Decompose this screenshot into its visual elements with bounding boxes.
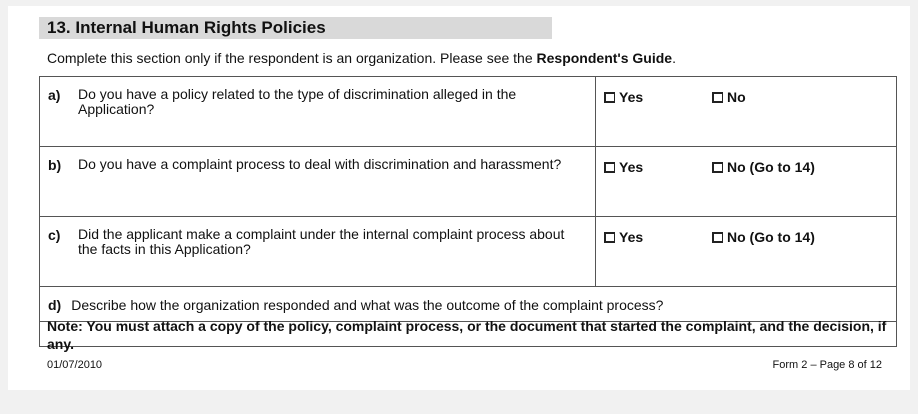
intro-text: Complete this section only if the respondent is an organization. Please see the bbox=[47, 50, 537, 66]
question-text: Do you have a complaint process to deal with discrimination and harassment? bbox=[78, 156, 562, 172]
question-text: Did the applicant make a complaint under the internal complaint process about the facts in this Application? bbox=[78, 226, 565, 257]
checkbox-icon[interactable] bbox=[604, 232, 615, 243]
checkbox-icon[interactable] bbox=[712, 232, 723, 243]
checkbox-label: Yes bbox=[619, 229, 644, 245]
question-letter: d) bbox=[48, 297, 62, 313]
question-letter: a) bbox=[48, 87, 61, 103]
question-d bbox=[40, 287, 896, 313]
question-letter: b) bbox=[48, 157, 62, 173]
question-text: Do you have a policy related to the type of discrimination alleged in the Application? bbox=[78, 86, 517, 117]
form-page bbox=[8, 6, 910, 390]
form-date: 01/07/2010 bbox=[47, 359, 103, 371]
checkbox-c-no[interactable] bbox=[712, 229, 815, 245]
checkbox-icon[interactable] bbox=[604, 92, 615, 103]
intro-period: . bbox=[672, 50, 676, 66]
respondents-guide-reference: Respondent's Guide bbox=[536, 50, 673, 66]
section-title: 13. Internal Human Rights Policies bbox=[39, 17, 552, 39]
checkbox-a-yes[interactable] bbox=[596, 89, 712, 105]
question-row-a bbox=[40, 77, 897, 147]
checkbox-a-no[interactable] bbox=[712, 89, 746, 105]
checkbox-label: Yes bbox=[619, 89, 644, 105]
question-row-c bbox=[40, 217, 897, 287]
question-row-b bbox=[40, 147, 897, 217]
checkbox-label: No (Go to 14) bbox=[727, 229, 815, 245]
section-intro bbox=[47, 49, 676, 67]
checkbox-label: No bbox=[727, 89, 746, 105]
checkbox-label: No (Go to 14) bbox=[727, 159, 815, 175]
question-letter: c) bbox=[48, 227, 61, 243]
checkbox-icon[interactable] bbox=[712, 162, 723, 173]
checkbox-b-yes[interactable] bbox=[596, 159, 712, 175]
checkbox-c-yes[interactable] bbox=[596, 229, 712, 245]
checkbox-label: Yes bbox=[619, 159, 644, 175]
attachment-note: Note: You must attach a copy of the policy, complaint process, or the document that started the complaint, and the decision, if any. bbox=[47, 318, 887, 352]
page-number: Form 2 – Page 8 of 12 bbox=[772, 359, 882, 371]
checkbox-b-no[interactable] bbox=[712, 159, 815, 175]
questions-table bbox=[39, 76, 897, 347]
checkbox-icon[interactable] bbox=[604, 162, 615, 173]
question-text: Describe how the organization responded and what was the outcome of the complaint process? bbox=[71, 297, 664, 313]
checkbox-icon[interactable] bbox=[712, 92, 723, 103]
